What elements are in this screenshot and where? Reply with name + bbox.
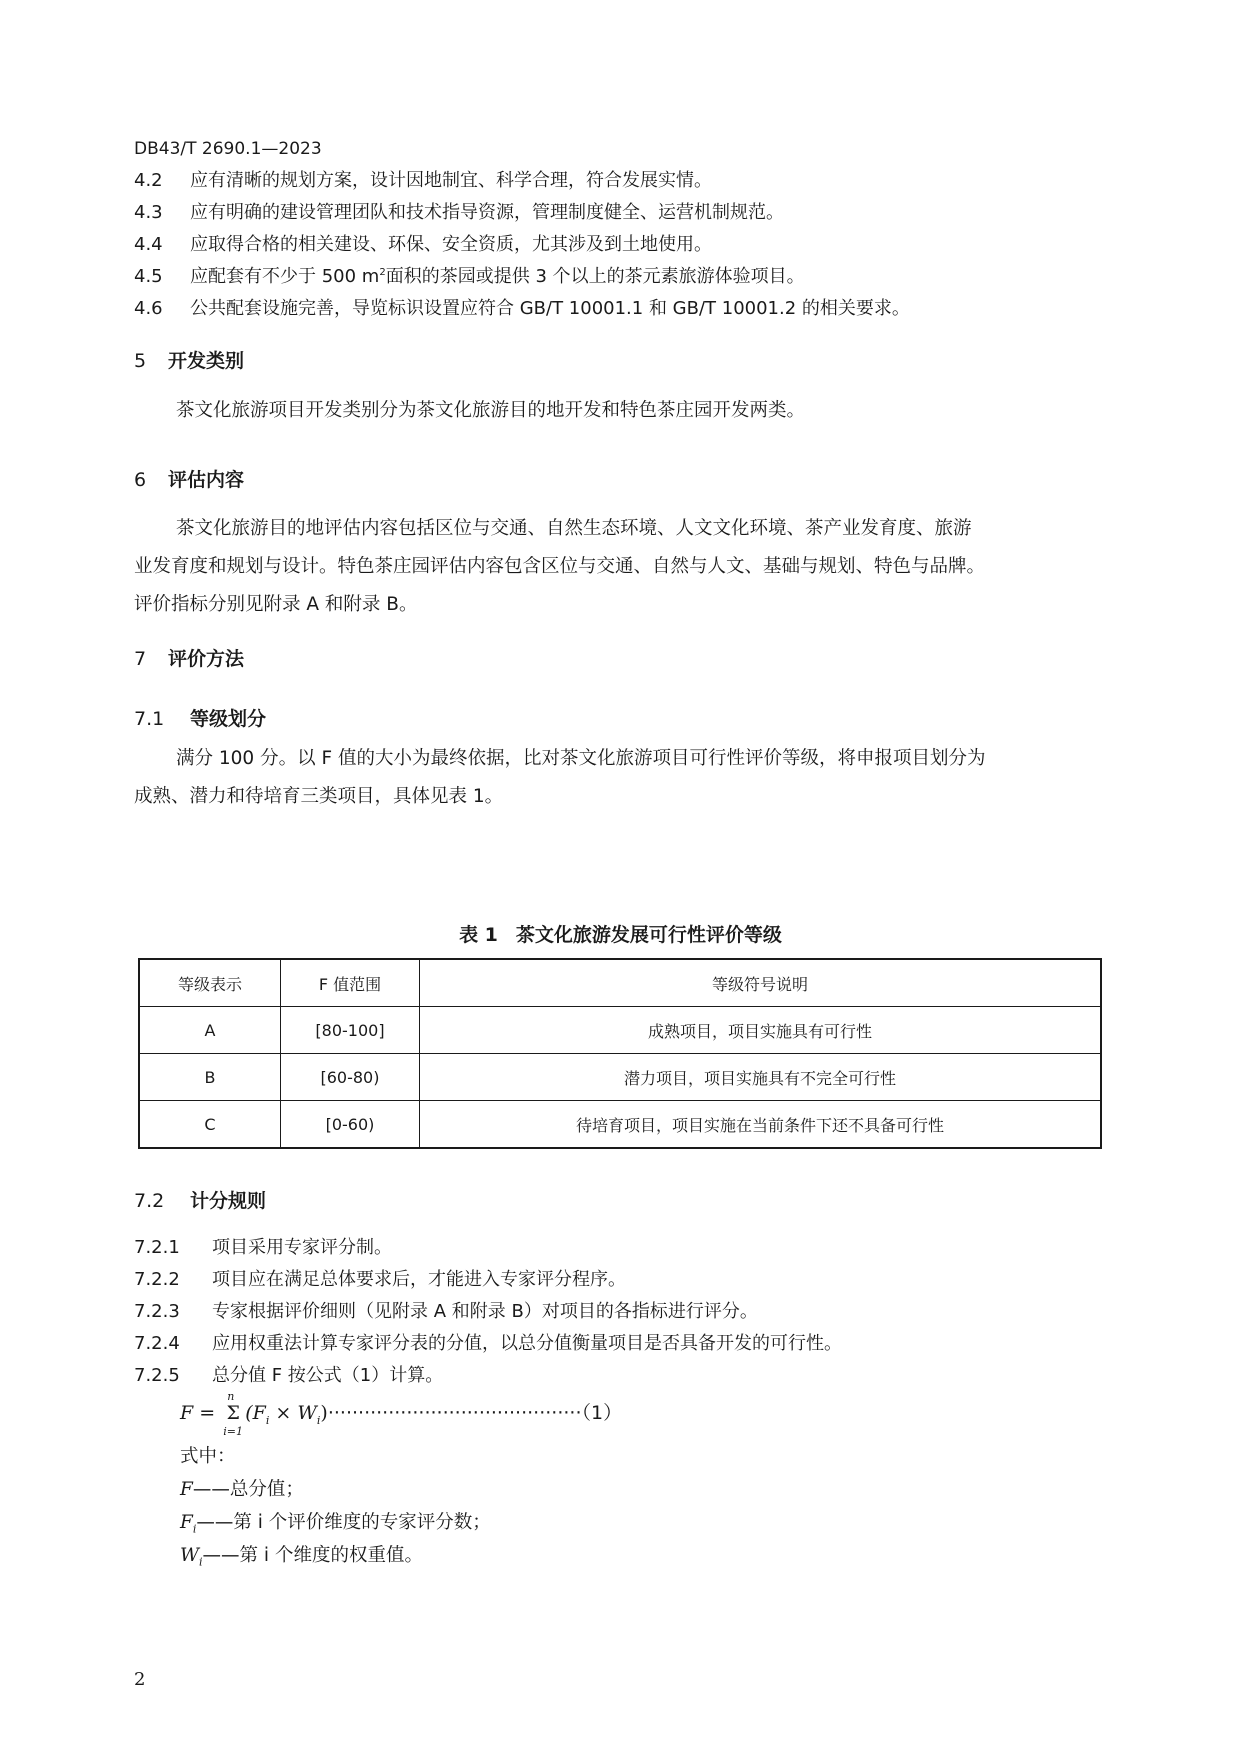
clause-text: 应配套有不少于 500 m xyxy=(190,266,380,287)
section-6-paragraph xyxy=(134,510,1114,624)
clause-text: 应有清晰的规划方案，设计因地制宜、科学合理，符合发展实情。 xyxy=(190,170,712,191)
clause-text: 总分值 F 按公式（1）计算。 xyxy=(212,1365,444,1386)
table-caption xyxy=(0,920,1241,947)
symbol-description: ——第 i 个评价维度的专家评分数； xyxy=(196,1512,491,1533)
equation-number: （1） xyxy=(581,1402,623,1424)
clause-7-2-3 xyxy=(134,1297,758,1323)
section-6-heading xyxy=(134,465,244,492)
formula-subscript: i xyxy=(265,1413,270,1427)
symbol-subscript: i xyxy=(192,1522,197,1536)
clause-text: 公共配套设施完善，导览标识设置应符合 GB/T 10001.1 和 GB/T 10001.2 的相关要求。 xyxy=(190,298,910,319)
section-title: 评估内容 xyxy=(168,469,245,491)
section-title: 等级划分 xyxy=(190,708,267,730)
table-cell: [80-100] xyxy=(281,1007,420,1054)
section-number: 6 xyxy=(134,469,147,491)
clause-number: 7.2.1 xyxy=(134,1237,180,1258)
clause-7-2-2 xyxy=(134,1265,626,1291)
section-number: 5 xyxy=(134,350,147,372)
table-cell: [0-60) xyxy=(281,1101,420,1149)
section-7-heading xyxy=(134,644,244,671)
table-row xyxy=(139,1054,1101,1101)
clause-4-5 xyxy=(134,262,805,288)
clause-7-2-1 xyxy=(134,1233,392,1259)
clause-text: 专家根据评价细则（见附录 A 和附录 B）对项目的各指标进行评分。 xyxy=(212,1301,758,1322)
table-cell: [60-80) xyxy=(281,1054,420,1101)
section-5-paragraph xyxy=(134,392,1114,430)
table-row xyxy=(139,1101,1101,1149)
paragraph-line: 茶文化旅游项目开发类别分为茶文化旅游目的地开发和特色茶庄园开发两类。 xyxy=(176,400,806,421)
symbol: W xyxy=(180,1545,200,1566)
section-title: 计分规则 xyxy=(190,1190,267,1212)
page-number: 2 xyxy=(134,1669,146,1690)
symbol-subscript: i xyxy=(199,1555,203,1569)
table-cell: 成熟项目，项目实施具有可行性 xyxy=(420,1007,1102,1054)
table-cell: 潜力项目，项目实施具有不完全可行性 xyxy=(420,1054,1102,1101)
table-number: 表 1 xyxy=(459,924,498,946)
paragraph-line: 茶文化旅游目的地评估内容包括区位与交通、自然生态环境、人文文化环境、茶产业发育度、旅游 xyxy=(176,518,972,539)
formula-subscript: i xyxy=(316,1413,321,1427)
clause-text: 应取得合格的相关建设、环保、安全资质，尤其涉及到土地使用。 xyxy=(190,234,712,255)
table-header-cell: 等级符号说明 xyxy=(420,959,1102,1007)
clause-4-4 xyxy=(134,230,712,256)
clause-number: 7.2.2 xyxy=(134,1269,180,1290)
clause-7-2-5 xyxy=(134,1361,443,1387)
where-item-f xyxy=(180,1475,304,1501)
table-header-cell: 等级表示 xyxy=(139,959,281,1007)
clause-4-2 xyxy=(134,166,712,192)
clause-text: 应用权重法计算专家评分表的分值，以总分值衡量项目是否具备开发的可行性。 xyxy=(212,1333,842,1354)
superscript: 2 xyxy=(379,267,386,278)
symbol: F xyxy=(180,1512,193,1533)
table-cell: C xyxy=(139,1101,281,1149)
paragraph-line: 业发育度和规划与设计。特色茶庄园评估内容包含区位与交通、自然与人文、基础与规划、特色与品牌。 xyxy=(134,556,986,577)
clause-text: 项目采用专家评分制。 xyxy=(212,1237,392,1258)
section-number: 7 xyxy=(134,648,147,670)
clause-text-cont: 面积的茶园或提供 3 个以上的茶元素旅游体验项目。 xyxy=(385,266,805,287)
section-number: 7.1 xyxy=(134,708,165,730)
section-title: 开发类别 xyxy=(168,350,245,372)
clause-number: 4.5 xyxy=(134,266,163,287)
paragraph-line: 满分 100 分。以 F 值的大小为最终依据，比对茶文化旅游项目可行性评价等级，将申报项目划分为 xyxy=(176,748,986,769)
clause-number: 7.2.5 xyxy=(134,1365,180,1386)
where-item-wi xyxy=(180,1541,423,1569)
table-cell: B xyxy=(139,1054,281,1101)
clause-number: 7.2.3 xyxy=(134,1301,180,1322)
section-5-heading xyxy=(134,346,244,373)
formula-times: × W xyxy=(269,1402,317,1424)
section-number: 7.2 xyxy=(134,1190,165,1212)
document-id: DB43/T 2690.1—2023 xyxy=(134,139,322,159)
clause-7-2-4 xyxy=(134,1329,842,1355)
table-title: 茶文化旅游发展可行性评价等级 xyxy=(515,924,782,946)
paragraph-line: 成熟、潜力和待培育三类项目，具体见表 1。 xyxy=(134,786,504,807)
section-7-2-heading xyxy=(134,1186,266,1213)
clause-number: 4.2 xyxy=(134,170,163,191)
formula-leader-dots: ·········································· xyxy=(327,1402,582,1424)
table-row xyxy=(139,1007,1101,1054)
sigma: Σ xyxy=(226,1402,240,1424)
table-header-row xyxy=(139,959,1101,1007)
clause-number: 4.4 xyxy=(134,234,163,255)
formula-lhs: F xyxy=(180,1402,194,1424)
sum-lower-limit: i=1 xyxy=(223,1425,243,1438)
table-cell: A xyxy=(139,1007,281,1054)
symbol: F xyxy=(180,1479,193,1500)
formula-close: ) xyxy=(320,1402,328,1424)
formula-body: (F xyxy=(245,1402,266,1424)
table-header-cell: F 值范围 xyxy=(281,959,420,1007)
section-7-1-heading xyxy=(134,704,266,731)
clause-4-6 xyxy=(134,294,910,320)
section-7-1-paragraph xyxy=(134,740,1114,816)
clause-number: 4.6 xyxy=(134,298,163,319)
sum-upper-limit: n xyxy=(227,1390,235,1403)
paragraph-line: 评价指标分别见附录 A 和附录 B。 xyxy=(134,594,418,615)
table-cell: 待培育项目，项目实施在当前条件下还不具备可行性 xyxy=(420,1101,1102,1149)
symbol-description: ——总分值； xyxy=(192,1479,304,1500)
clause-number: 7.2.4 xyxy=(134,1333,180,1354)
clause-text: 应有明确的建设管理团队和技术指导资源，管理制度健全、运营机制规范。 xyxy=(190,202,784,223)
clause-4-3 xyxy=(134,198,784,224)
clause-text: 项目应在满足总体要求后，才能进入专家评分程序。 xyxy=(212,1269,626,1290)
symbol-description: ——第 i 个维度的权重值。 xyxy=(202,1545,423,1566)
grade-table xyxy=(138,958,1102,1149)
clause-number: 4.3 xyxy=(134,202,163,223)
where-item-fi xyxy=(180,1508,491,1536)
where-intro: 式中： xyxy=(180,1446,236,1467)
sum-symbol xyxy=(221,1390,245,1438)
formula-equals: = xyxy=(199,1402,216,1424)
section-title: 评价方法 xyxy=(168,648,245,670)
formula-1 xyxy=(180,1390,623,1438)
